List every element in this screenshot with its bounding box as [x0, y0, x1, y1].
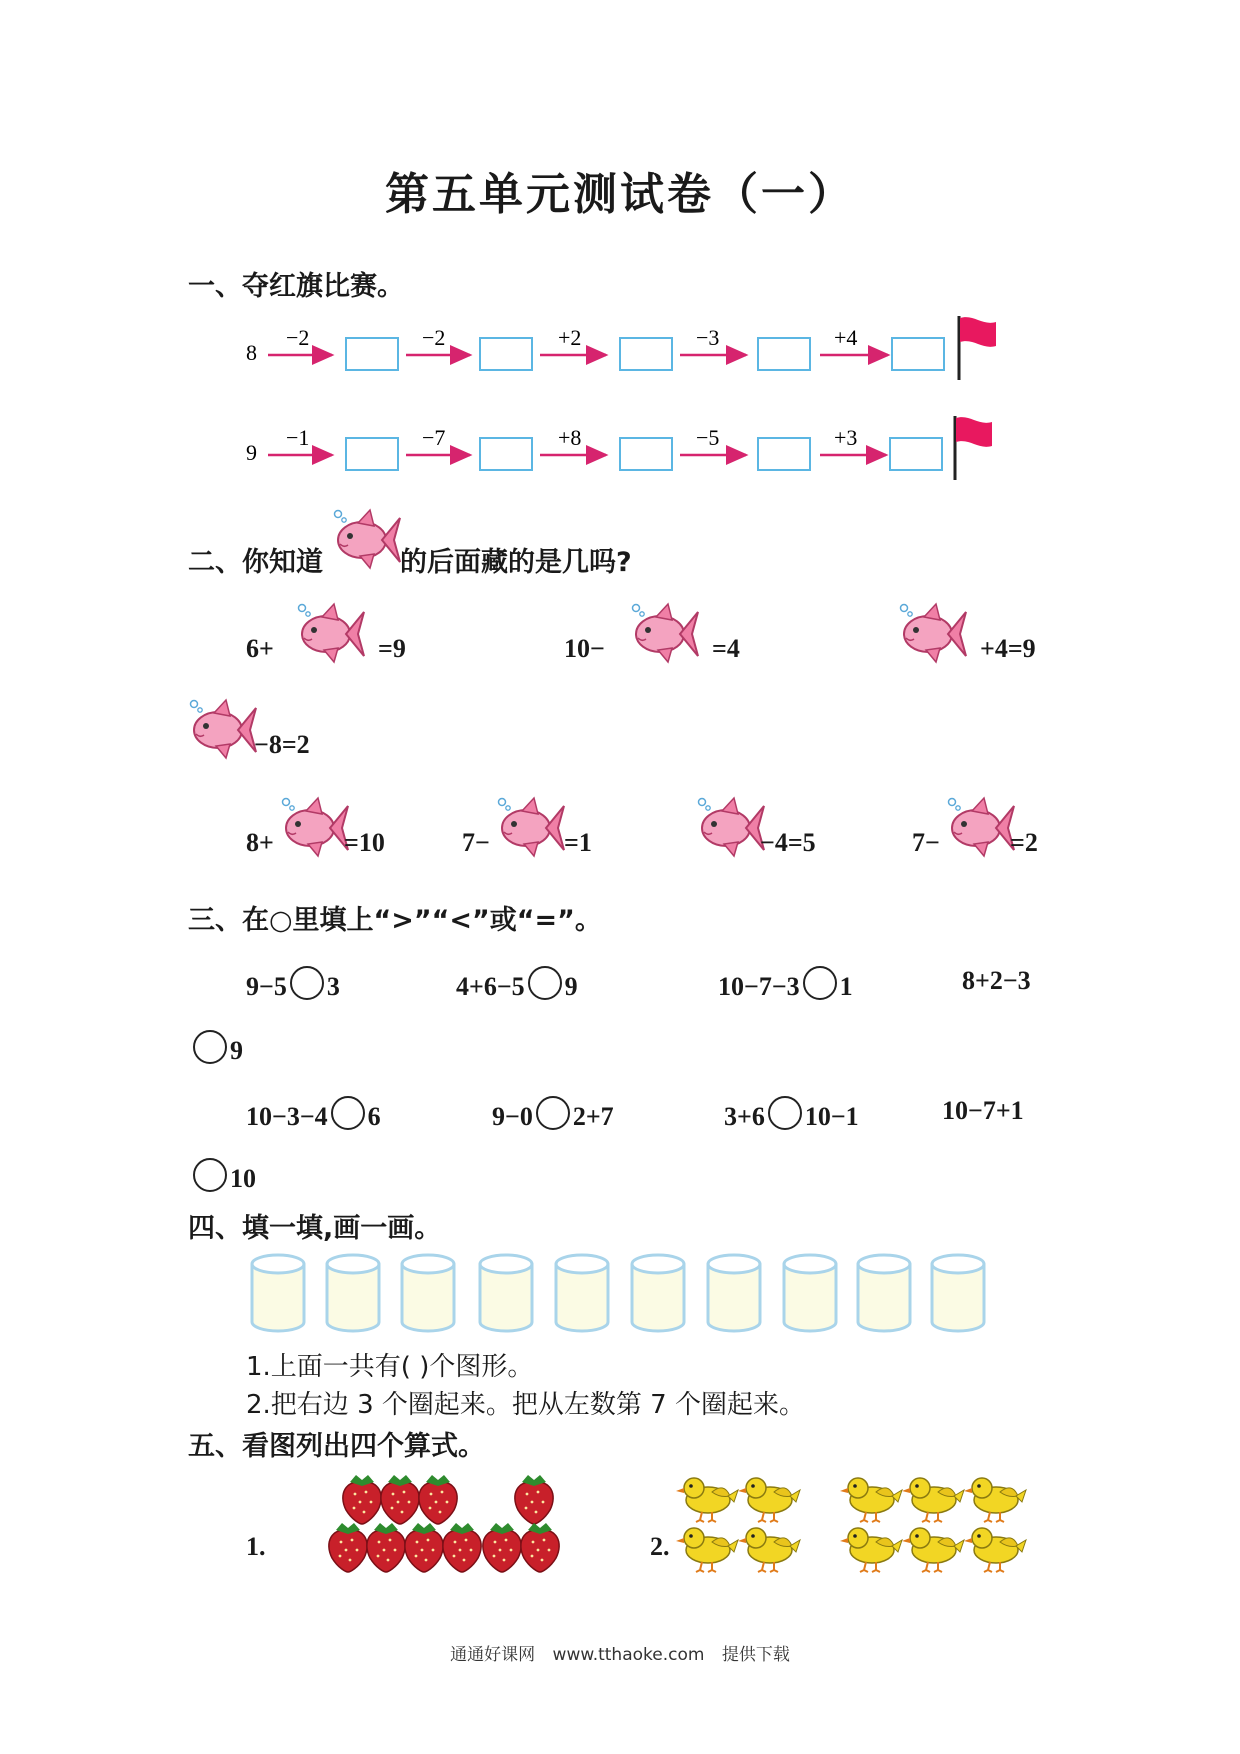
fish-eq-8-pre: 7−	[912, 828, 940, 857]
flag-race-row-1	[240, 310, 1020, 390]
race-1-op-3: +2	[558, 325, 582, 350]
compare-7: 3+6 10−1	[724, 1096, 859, 1132]
race-2-op-1: −1	[286, 425, 310, 450]
chick-icon	[964, 1528, 1026, 1572]
race-1-start: 8	[246, 340, 257, 365]
answer-box[interactable]	[620, 438, 672, 470]
fish-eq-4-post: −8=2	[254, 730, 310, 759]
fish-icon	[494, 796, 566, 860]
strawberry-icon	[419, 1475, 457, 1524]
cylinder-icon[interactable]	[327, 1255, 379, 1331]
race-2-op-4: −5	[696, 425, 720, 450]
race-1-op-5: +4	[834, 325, 858, 350]
compare-1: 9−5 3	[246, 966, 340, 1002]
answer-box[interactable]	[480, 338, 532, 370]
fish-eq-6-post: =1	[564, 828, 592, 857]
cylinder-icon[interactable]	[480, 1255, 532, 1331]
fish-eq-1-post: =9	[378, 634, 406, 663]
cylinder-row	[246, 1248, 1006, 1340]
cylinder-icon[interactable]	[932, 1255, 984, 1331]
fish-icon	[694, 796, 766, 860]
fish-eq-2-pre: 10−	[564, 634, 605, 663]
page-title: 第五单元测试卷（一）	[385, 169, 855, 220]
cylinder-icon[interactable]	[556, 1255, 608, 1331]
cylinder-icon[interactable]	[252, 1255, 304, 1331]
cylinder-icon[interactable]	[708, 1255, 760, 1331]
race-1-op-4: −3	[696, 325, 720, 350]
answer-box[interactable]	[758, 438, 810, 470]
fish-icon	[330, 508, 402, 572]
strawberry-icon	[329, 1523, 367, 1572]
fish-eq-7-post: −4=5	[760, 828, 816, 857]
answer-box[interactable]	[480, 438, 532, 470]
compare-6: 9−0 2+7	[492, 1096, 614, 1132]
fish-eq-5-pre: 8+	[246, 828, 274, 857]
section-2-heading-end: 的后面藏的是几吗?	[400, 547, 632, 578]
compare-8-right: 10	[190, 1158, 256, 1194]
chick-icon	[902, 1528, 964, 1572]
chick-icon	[964, 1478, 1026, 1522]
fish-icon	[944, 796, 1016, 860]
compare-circle[interactable]	[331, 1096, 365, 1130]
race-1-op-1: −2	[286, 325, 310, 350]
compare-8-left: 10−7+1	[942, 1096, 1024, 1125]
picture-2-label: 2.	[650, 1532, 670, 1561]
answer-box[interactable]	[892, 338, 944, 370]
answer-box[interactable]	[620, 338, 672, 370]
picture-1-label: 1.	[246, 1532, 266, 1561]
strawberry-icon	[443, 1523, 481, 1572]
compare-circle[interactable]	[768, 1096, 802, 1130]
compare-circle[interactable]	[528, 966, 562, 1000]
fish-eq-1-pre: 6+	[246, 634, 274, 663]
fish-eq-5-post: =10	[344, 828, 385, 857]
race-2-op-2: −7	[422, 425, 446, 450]
footer	[0, 1640, 1240, 1665]
strawberry-picture	[324, 1472, 564, 1578]
race-2-op-5: +3	[834, 425, 858, 450]
compare-4-right: 9	[190, 1030, 243, 1066]
race-2-op-3: +8	[558, 425, 582, 450]
fill-question-2: 2.把右边 3 个圈起来。把从左数第 7 个圈起来。	[246, 1390, 805, 1420]
compare-circle[interactable]	[290, 966, 324, 1000]
fish-icon	[294, 602, 366, 666]
strawberry-icon	[367, 1523, 405, 1572]
footer-site-name: 通通好课网	[450, 1645, 536, 1665]
compare-circle[interactable]	[536, 1096, 570, 1130]
chick-icon	[738, 1528, 800, 1572]
cylinder-icon[interactable]	[858, 1255, 910, 1331]
compare-circle[interactable]	[193, 1030, 227, 1064]
compare-5: 10−3−4 6	[246, 1096, 381, 1132]
chick-icon	[840, 1528, 902, 1572]
answer-box[interactable]	[758, 338, 810, 370]
cylinder-icon[interactable]	[402, 1255, 454, 1331]
answer-box[interactable]	[346, 338, 398, 370]
section-1-heading: 一、夺红旗比赛。	[188, 271, 404, 302]
section-3-heading: 三、在○里填上“>”“<”或“=”。	[188, 905, 602, 936]
fish-icon	[896, 602, 968, 666]
strawberry-icon	[381, 1475, 419, 1524]
race-1-op-2: −2	[422, 325, 446, 350]
strawberry-icon	[483, 1523, 521, 1572]
chick-icon	[676, 1528, 738, 1572]
strawberry-icon	[343, 1475, 381, 1524]
footer-suffix: 提供下载	[721, 1645, 790, 1665]
compare-2: 4+6−5 9	[456, 966, 578, 1002]
answer-box[interactable]	[346, 438, 398, 470]
fish-eq-6-pre: 7−	[462, 828, 490, 857]
strawberry-icon	[515, 1475, 553, 1524]
fish-icon	[186, 698, 258, 762]
strawberry-icon	[521, 1523, 559, 1572]
fish-eq-2-post: =4	[712, 634, 740, 663]
footer-url[interactable]: www.tthaoke.com	[552, 1645, 705, 1665]
chick-icon	[902, 1478, 964, 1522]
flag-race-row-2	[240, 410, 1020, 490]
chick-icon	[738, 1478, 800, 1522]
cylinder-icon[interactable]	[632, 1255, 684, 1331]
cylinder-icon[interactable]	[784, 1255, 836, 1331]
strawberry-icon	[405, 1523, 443, 1572]
fish-icon	[278, 796, 350, 860]
fish-eq-3-post: +4=9	[980, 634, 1036, 663]
compare-circle[interactable]	[193, 1158, 227, 1192]
chick-icon	[840, 1478, 902, 1522]
answer-box[interactable]	[890, 438, 942, 470]
section-2-heading-start: 二、你知道	[188, 547, 323, 578]
fill-question-1: 1.上面一共有( )个图形。	[246, 1352, 534, 1382]
section-5-heading: 五、看图列出四个算式。	[188, 1431, 485, 1462]
race-2-start: 9	[246, 440, 257, 465]
fish-eq-8-post: =2	[1010, 828, 1038, 857]
compare-4-left: 8+2−3	[962, 966, 1031, 995]
red-flag-icon	[955, 416, 992, 480]
red-flag-icon	[959, 316, 996, 380]
chick-picture	[672, 1474, 1036, 1584]
compare-3: 10−7−3 1	[718, 966, 853, 1002]
fish-icon	[628, 602, 700, 666]
section-4-heading: 四、填一填,画一画。	[188, 1213, 442, 1244]
chick-icon	[676, 1478, 738, 1522]
compare-circle[interactable]	[803, 966, 837, 1000]
